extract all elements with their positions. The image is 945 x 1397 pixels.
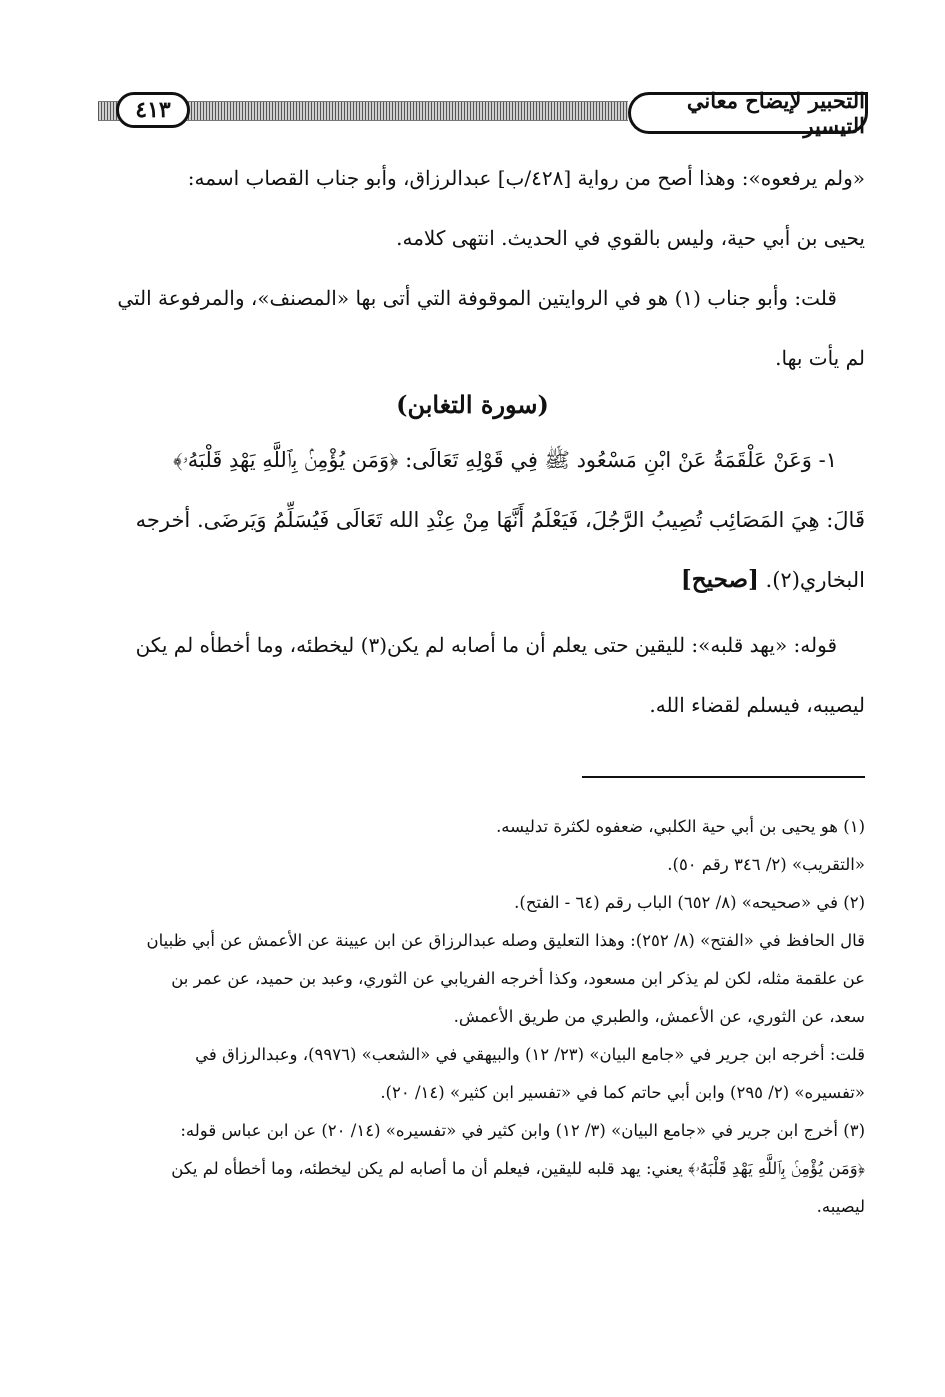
hadith-line: ١- وَعَنْ عَلْقَمَةُ عَنْ ابْنِ مَسْعُود ﷺ فِي قَوْلِهِ تَعَالَى: ﴿وَمَن يُؤْمِنۢ بِٱللَّهِ يَهْدِ قَلْبَهُۥ﴾ — [173, 448, 837, 472]
hadith-grade: [صحيح] — [680, 566, 759, 593]
hadith-line-last — [80, 550, 865, 610]
footnote-divider — [582, 776, 865, 778]
hadith-text — [80, 430, 865, 610]
commentary-line: ليصيبه، فيسلم لقضاء الله. — [649, 693, 865, 717]
footnote-line: (٣) أخرج ابن جرير في «جامع البيان» (٣/ ١٢) وابن كثير في «تفسيره» (١٤/ ٢٠) عن ابن عباس قوله: — [180, 1121, 865, 1140]
commentary-line: قوله: «يهد قلبه»: لليقين حتى يعلم أن ما أصابه لم يكن(٣) ليخطئه، وما أخطأه لم يكن — [135, 633, 837, 657]
footnote-line: «تفسيره» (٢/ ٢٩٥) وابن أبي حاتم كما في «تفسير ابن كثير» (١٤/ ٢٠). — [380, 1083, 865, 1102]
commentary — [80, 615, 865, 735]
footnote-line: «التقريب» (٢/ ٣٤٦ رقم ٥٠). — [667, 855, 865, 874]
footnote-line: (١) هو يحيى بن أبي حية الكلبي، ضعفوه لكثرة تدليسه. — [496, 817, 865, 836]
footnotes — [80, 808, 865, 1226]
text-line: لم يأت بها. — [775, 346, 865, 370]
footnote-line: ليصيبه. — [816, 1197, 865, 1216]
page-header — [98, 88, 868, 138]
page-number: ٤١٣ — [116, 92, 190, 128]
footnote-line: (٢) في «صحيحه» (٨/ ٦٥٢) الباب رقم (٦٤ - الفتح). — [514, 893, 865, 912]
book-title: التحبير لإيضاح معاني التيسير — [628, 92, 868, 134]
footnote-line: سعد، عن الثوري، عن الأعمش، والطبري من طريق الأعمش. — [453, 1007, 865, 1026]
footnote-line: عن علقمة مثله، لكن لم يذكر ابن مسعود، وكذا أخرجه الفريابي عن الثوري، وعبد بن حميد، عن عمر بن — [171, 969, 865, 988]
section-heading: (سورة التغابن) — [396, 390, 549, 419]
hadith-line: قَالَ: هِيَ المَصَائِب تُصِيبُ الرَّجُلَ، فَيَعْلَمُ أَنَّهَا مِنْ عِنْدِ الله تَعَالَى فَيُسَلِّمُ وَيَرضَى. أخرجه — [135, 508, 865, 532]
hadith-source: البخاري(٢). — [765, 568, 865, 592]
footnote-line: قلت: أخرجه ابن جرير في «جامع البيان» (٢٣/ ١٢) والبيهقي في «الشعب» (٩٩٧٦)، وعبدالرزاق في — [195, 1045, 865, 1064]
text-line: «ولم يرفعوه»: وهذا أصح من رواية [٤٢٨/ب] عبدالرزاق، وأبو جناب القصاب اسمه: — [187, 166, 865, 190]
text-line: يحيى بن أبي حية، وليس بالقوي في الحديث. انتهى كلامه. — [396, 226, 865, 250]
footnote-line: ﴿وَمَن يُؤْمِنۢ بِٱللَّهِ يَهْدِ قَلْبَهُۥ﴾ يعني: يهد قلبه لليقين، فيعلم أن ما أصابه لم يكن ليخطئه، وما أخطأه لم يكن — [171, 1159, 865, 1178]
footnote-line: قال الحافظ في «الفتح» (٨/ ٢٥٢): وهذا التعليق وصله عبدالرزاق عن ابن عيينة عن الأعمش عن أبي ظبيان — [146, 931, 865, 950]
text-line: قلت: وأبو جناب (١) هو في الروايتين الموقوفة التي أتى بها «المصنف»، والمرفوعة التي — [117, 286, 837, 310]
main-text — [80, 148, 865, 388]
